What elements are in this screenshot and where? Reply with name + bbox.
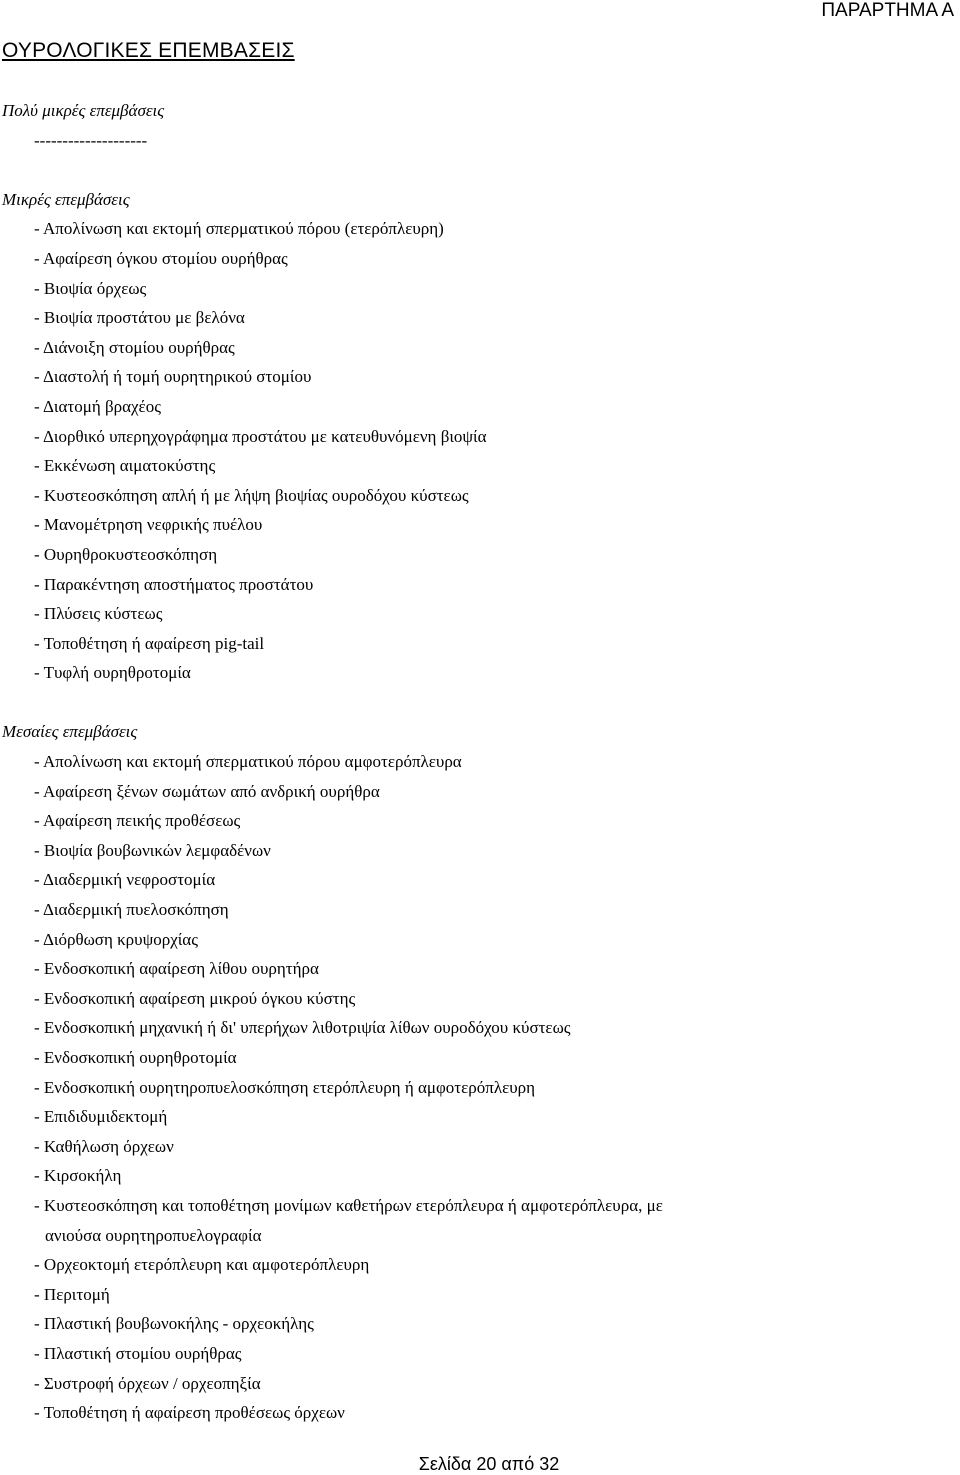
list-item: - Ενδοσκοπική ουρηθροτομία [34,1048,237,1067]
list-item: - Βιοψία βουβωνικών λεμφαδένων [34,840,271,860]
list-item: - Διαδερμική νεφροστομία [34,870,216,890]
list-item: - Κυστεοσκόπηση και τοποθέτηση μονίμων καθετήρων ετερόπλευρα ή αμφοτερόπλευρα, με [34,1195,663,1215]
list-item: - Πλύσεις κύστεως [34,604,163,624]
list-item: - Τοποθέτηση ή αφαίρεση pig-tail [34,633,265,653]
list-item: - Παρακέντηση αποστήματος προστάτου [34,574,314,594]
list-item: - Ενδοσκοπική μηχανική ή δι' υπερήχων λιθοτριψία λίθων ουροδόχου κύστεως [34,1018,571,1038]
list-item: - Πλαστική βουβωνοκήλης - ορχεοκήλης [34,1314,314,1334]
section-heading: Πολύ μικρές επεμβάσεις [2,101,165,120]
list-item: - Εκκένωση αιματοκύστης [34,456,216,476]
list-item: - Καθήλωση όρχεων [34,1136,174,1156]
procedure-list [0,747,940,1428]
list-item: - Βιοψία όρχεως [34,278,147,298]
list-item: - Συστροφή όρχεων / ορχεοπηξία [34,1373,261,1393]
document-title: ΟΥΡΟΛΟΓΙΚΕΣ ΕΠΕΜΒΑΣΕΙΣ [2,39,295,62]
procedure-list [0,214,940,688]
list-item: - Ενδοσκοπική ουρητηροπυελοσκόπηση ετερόπλευρη ή αμφοτερόπλευρη [34,1077,536,1097]
section-heading: Μικρές επεμβάσεις [2,189,130,209]
list-item: - Επιδιδυμιδεκτομή [34,1107,168,1127]
list-item: - Αφαίρεση πεικής προθέσεως [34,811,241,831]
list-item: - Ουρηθροκυστεοσκόπηση [34,544,218,564]
list-item: - Αφαίρεση όγκου στομίου ουρήθρας [34,248,288,268]
list-item: - Διαδερμική πυελοσκόπηση [34,900,229,920]
section-minor [0,185,940,688]
list-item-continuation: ανιούσα ουρητηροπυελογραφία [45,1225,262,1245]
list-item: - Διαστολή ή τομή ουρητηρικού στομίου [34,367,312,387]
section-medium [0,717,940,1427]
list-item: - Διορθικό υπερηχογράφημα προστάτου με κατευθυνόμενη βιοψία [34,426,487,446]
list-item: - Πλαστική στομίου ουρήθρας [34,1343,242,1363]
document-body [0,96,940,1428]
list-item: - Ορχεοκτομή ετερόπλευρη και αμφοτερόπλευρη [34,1255,370,1275]
list-item: - Απολίνωση και εκτομή σπερματικού πόρου αμφοτερόπλευρα [34,752,462,772]
list-item: - Απολίνωση και εκτομή σπερματικού πόρου (ετερόπλευρη) [34,219,444,239]
procedure-list [0,126,940,156]
list-item: -------------------- [34,130,148,150]
list-item: - Ενδοσκοπική αφαίρεση μικρού όγκου κύστης [34,988,356,1008]
list-item: - Τοποθέτηση ή αφαίρεση προθέσεως όρχεων [34,1403,345,1423]
list-item: - Διατομή βραχέος [34,396,161,416]
page-number: Σελίδα 20 από 32 [418,1454,560,1474]
spacer [0,155,940,185]
list-item: - Διόρθωση κρυψορχίας [34,929,198,949]
appendix-label: ΠΑΡΑΡΤΗΜΑ Α [821,0,954,21]
section-heading: Μεσαίες επεμβάσεις [2,722,138,742]
list-item: - Κιρσοκήλη [34,1166,122,1186]
list-item: - Μανομέτρηση νεφρικής πυέλου [34,515,263,535]
list-item: - Περιτομή [34,1284,110,1304]
list-item: - Βιοψία προστάτου με βελόνα [34,308,245,328]
list-item: - Τυφλή ουρηθροτομία [34,663,191,683]
list-item: - Αφαίρεση ξένων σωμάτων από ανδρική ουρήθρα [34,781,380,801]
list-item: - Κυστεοσκόπηση απλή ή με λήψη βιοψίας ουροδόχου κύστεως [34,485,469,505]
list-item: - Διάνοιξη στομίου ουρήθρας [34,337,235,357]
list-item: - Ενδοσκοπική αφαίρεση λίθου ουρητήρα [34,959,319,979]
section-very-minor [0,96,940,155]
spacer [0,688,940,718]
